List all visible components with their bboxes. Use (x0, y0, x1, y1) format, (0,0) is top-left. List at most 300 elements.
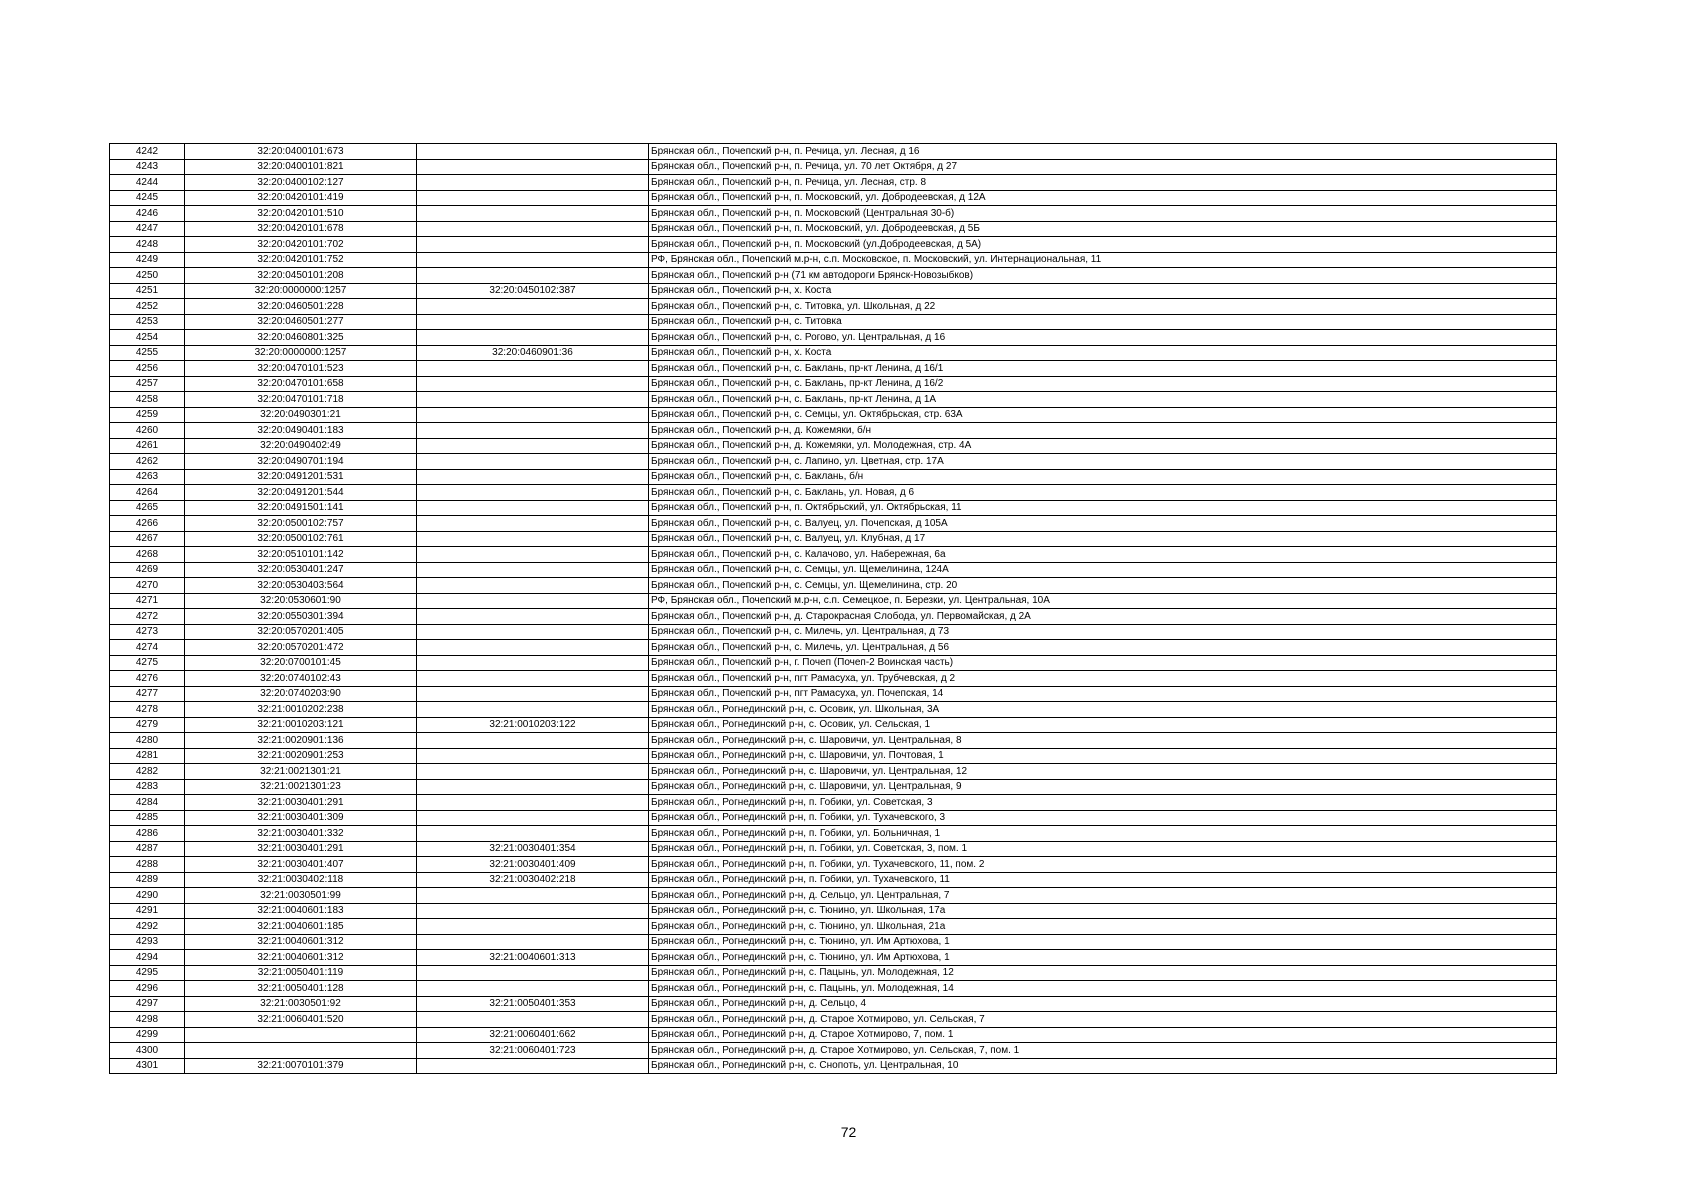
related-cadastral-number-cell (417, 593, 649, 609)
row-number-cell: 4290 (110, 888, 185, 904)
table-row (110, 671, 1557, 687)
cadastral-number-cell: 32:20:0420101:678 (185, 221, 417, 237)
related-cadastral-number-cell (417, 919, 649, 935)
row-number-cell: 4297 (110, 996, 185, 1012)
table-row (110, 686, 1557, 702)
table-row (110, 283, 1557, 299)
cadastral-number-cell: 32:21:0050401:119 (185, 965, 417, 981)
row-number-cell: 4270 (110, 578, 185, 594)
row-number-cell: 4247 (110, 221, 185, 237)
cadastral-number-cell: 32:20:0420101:702 (185, 237, 417, 253)
table-row (110, 841, 1557, 857)
address-cell: Брянская обл., Почепский р-н, п. Московский (Центральная 30-б) (649, 206, 1557, 222)
address-cell: Брянская обл., Рогнединский р-н, с. Пацынь, ул. Молодежная, 12 (649, 965, 1557, 981)
cadastral-number-cell: 32:20:0491201:531 (185, 469, 417, 485)
related-cadastral-number-cell (417, 609, 649, 625)
cadastral-number-cell: 32:20:0400101:821 (185, 159, 417, 175)
related-cadastral-number-cell (417, 252, 649, 268)
address-cell: Брянская обл., Почепский р-н, с. Рогово, ул. Центральная, д 16 (649, 330, 1557, 346)
cadastral-number-cell: 32:21:0030401:291 (185, 795, 417, 811)
page-number: 72 (840, 1124, 857, 1140)
related-cadastral-number-cell (417, 578, 649, 594)
cadastral-number-cell: 32:20:0570201:405 (185, 624, 417, 640)
row-number-cell: 4251 (110, 283, 185, 299)
row-number-cell: 4264 (110, 485, 185, 501)
address-cell: Брянская обл., Почепский р-н, д. Старокрасная Слобода, ул. Первомайская, д 2А (649, 609, 1557, 625)
cadastral-number-cell: 32:21:0010203:121 (185, 717, 417, 733)
address-cell: Брянская обл., Почепский р-н (71 км автодороги Брянск-Новозыбков) (649, 268, 1557, 284)
row-number-cell: 4242 (110, 144, 185, 160)
table-row (110, 190, 1557, 206)
address-cell: Брянская обл., Рогнединский р-н, с. Шаровичи, ул. Центральная, 12 (649, 764, 1557, 780)
cadastral-number-cell: 32:21:0070101:379 (185, 1058, 417, 1074)
table-row (110, 376, 1557, 392)
table-row (110, 981, 1557, 997)
cadastral-number-cell: 32:21:0020901:253 (185, 748, 417, 764)
row-number-cell: 4245 (110, 190, 185, 206)
cadastral-number-cell: 32:21:0030402:118 (185, 872, 417, 888)
table-row (110, 268, 1557, 284)
row-number-cell: 4301 (110, 1058, 185, 1074)
related-cadastral-number-cell (417, 330, 649, 346)
address-cell: Брянская обл., Почепский р-н, с. Семцы, ул. Щемелинина, 124А (649, 562, 1557, 578)
table-row (110, 624, 1557, 640)
table-row (110, 175, 1557, 191)
row-number-cell: 4257 (110, 376, 185, 392)
row-number-cell: 4296 (110, 981, 185, 997)
table-row (110, 950, 1557, 966)
cadastral-number-cell: 32:20:0000000:1257 (185, 283, 417, 299)
related-cadastral-number-cell (417, 175, 649, 191)
address-cell: Брянская обл., Почепский р-н, х. Коста (649, 345, 1557, 361)
row-number-cell: 4286 (110, 826, 185, 842)
address-cell: Брянская обл., Рогнединский р-н, с. Шаровичи, ул. Центральная, 8 (649, 733, 1557, 749)
row-number-cell: 4243 (110, 159, 185, 175)
address-cell: Брянская обл., Почепский р-н, с. Милечь, ул. Центральная, д 73 (649, 624, 1557, 640)
row-number-cell: 4262 (110, 454, 185, 470)
cadastral-number-cell: 32:20:0470101:658 (185, 376, 417, 392)
table-row (110, 206, 1557, 222)
table-row (110, 903, 1557, 919)
cadastral-number-cell: 32:20:0000000:1257 (185, 345, 417, 361)
cadastral-number-cell: 32:21:0030501:92 (185, 996, 417, 1012)
registry-table (109, 143, 1557, 1074)
cadastral-number-cell: 32:21:0030401:309 (185, 810, 417, 826)
cadastral-number-cell: 32:20:0570201:472 (185, 640, 417, 656)
address-cell: Брянская обл., Почепский р-н, с. Титовка, ул. Школьная, д 22 (649, 299, 1557, 315)
related-cadastral-number-cell (417, 562, 649, 578)
address-cell: Брянская обл., Рогнединский р-н, с. Снопоть, ул. Центральная, 10 (649, 1058, 1557, 1074)
related-cadastral-number-cell (417, 903, 649, 919)
address-cell: РФ, Брянская обл., Почепский м.р-н, с.п. Семецкое, п. Березки, ул. Центральная, 10А (649, 593, 1557, 609)
cadastral-number-cell: 32:20:0490401:183 (185, 423, 417, 439)
cadastral-number-cell: 32:20:0530401:247 (185, 562, 417, 578)
table-row (110, 919, 1557, 935)
cadastral-number-cell: 32:20:0460801:325 (185, 330, 417, 346)
address-cell: Брянская обл., Почепский р-н, п. Московский (ул.Добродеевская, д 5А) (649, 237, 1557, 253)
address-cell: Брянская обл., Рогнединский р-н, с. Пацынь, ул. Молодежная, 14 (649, 981, 1557, 997)
table-row (110, 764, 1557, 780)
row-number-cell: 4275 (110, 655, 185, 671)
row-number-cell: 4250 (110, 268, 185, 284)
related-cadastral-number-cell (417, 392, 649, 408)
address-cell: Брянская обл., Почепский р-н, п. Речица, ул. Лесная, д 16 (649, 144, 1557, 160)
address-cell: Брянская обл., Рогнединский р-н, с. Осовик, ул. Сельская, 1 (649, 717, 1557, 733)
cadastral-number-cell: 32:20:0510101:142 (185, 547, 417, 563)
cadastral-number-cell: 32:21:0050401:128 (185, 981, 417, 997)
address-cell: Брянская обл., Рогнединский р-н, с. Осовик, ул. Школьная, 3А (649, 702, 1557, 718)
related-cadastral-number-cell: 32:20:0460901:36 (417, 345, 649, 361)
table-row (110, 159, 1557, 175)
cadastral-number-cell: 32:20:0400102:127 (185, 175, 417, 191)
cadastral-number-cell: 32:21:0030401:332 (185, 826, 417, 842)
related-cadastral-number-cell (417, 934, 649, 950)
row-number-cell: 4269 (110, 562, 185, 578)
table-row (110, 531, 1557, 547)
address-cell: Брянская обл., Рогнединский р-н, п. Гобики, ул. Тухачевского, 3 (649, 810, 1557, 826)
related-cadastral-number-cell (417, 268, 649, 284)
table-row (110, 438, 1557, 454)
cadastral-number-cell: 32:20:0420101:419 (185, 190, 417, 206)
address-cell: Брянская обл., Почепский р-н, с. Милечь, ул. Центральная, д 56 (649, 640, 1557, 656)
related-cadastral-number-cell (417, 438, 649, 454)
related-cadastral-number-cell (417, 206, 649, 222)
row-number-cell: 4300 (110, 1043, 185, 1059)
related-cadastral-number-cell (417, 144, 649, 160)
row-number-cell: 4274 (110, 640, 185, 656)
cadastral-number-cell: 32:21:0021301:23 (185, 779, 417, 795)
related-cadastral-number-cell (417, 748, 649, 764)
cadastral-number-cell: 32:20:0500102:757 (185, 516, 417, 532)
related-cadastral-number-cell (417, 888, 649, 904)
address-cell: Брянская обл., Рогнединский р-н, д. Старое Хотмирово, 7, пом. 1 (649, 1027, 1557, 1043)
row-number-cell: 4277 (110, 686, 185, 702)
address-cell: Брянская обл., Рогнединский р-н, д. Сельцо, ул. Центральная, 7 (649, 888, 1557, 904)
table-row (110, 392, 1557, 408)
table-row (110, 733, 1557, 749)
table-row (110, 299, 1557, 315)
cadastral-number-cell: 32:20:0470101:523 (185, 361, 417, 377)
table-row (110, 810, 1557, 826)
related-cadastral-number-cell (417, 1058, 649, 1074)
related-cadastral-number-cell (417, 361, 649, 377)
related-cadastral-number-cell (417, 423, 649, 439)
cadastral-number-cell: 32:20:0491501:141 (185, 500, 417, 516)
table-row (110, 1027, 1557, 1043)
table-row (110, 702, 1557, 718)
cadastral-number-cell: 32:20:0490301:21 (185, 407, 417, 423)
cadastral-number-cell: 32:20:0460501:277 (185, 314, 417, 330)
address-cell: Брянская обл., Почепский р-н, г. Почеп (Почеп-2 Воинская часть) (649, 655, 1557, 671)
row-number-cell: 4294 (110, 950, 185, 966)
table-row (110, 500, 1557, 516)
address-cell: Брянская обл., Почепский р-н, пгт Рамасуха, ул. Почепская, 14 (649, 686, 1557, 702)
related-cadastral-number-cell: 32:21:0040601:313 (417, 950, 649, 966)
row-number-cell: 4279 (110, 717, 185, 733)
row-number-cell: 4258 (110, 392, 185, 408)
cadastral-number-cell: 32:20:0491201:544 (185, 485, 417, 501)
related-cadastral-number-cell (417, 547, 649, 563)
row-number-cell: 4271 (110, 593, 185, 609)
table-row (110, 237, 1557, 253)
related-cadastral-number-cell (417, 733, 649, 749)
table-row (110, 1043, 1557, 1059)
row-number-cell: 4292 (110, 919, 185, 935)
cadastral-number-cell: 32:21:0020901:136 (185, 733, 417, 749)
row-number-cell: 4280 (110, 733, 185, 749)
related-cadastral-number-cell (417, 159, 649, 175)
address-cell: Брянская обл., Почепский р-н, с. Семцы, ул. Октябрьская, стр. 63А (649, 407, 1557, 423)
address-cell: Брянская обл., Рогнединский р-н, п. Гобики, ул. Тухачевского, 11, пом. 2 (649, 857, 1557, 873)
row-number-cell: 4244 (110, 175, 185, 191)
row-number-cell: 4272 (110, 609, 185, 625)
related-cadastral-number-cell (417, 531, 649, 547)
address-cell: Брянская обл., Рогнединский р-н, п. Гобики, ул. Советская, 3 (649, 795, 1557, 811)
row-number-cell: 4295 (110, 965, 185, 981)
row-number-cell: 4268 (110, 547, 185, 563)
cadastral-number-cell: 32:20:0400101:673 (185, 144, 417, 160)
row-number-cell: 4256 (110, 361, 185, 377)
row-number-cell: 4259 (110, 407, 185, 423)
related-cadastral-number-cell (417, 454, 649, 470)
table-row (110, 593, 1557, 609)
address-cell: Брянская обл., Почепский р-н, с. Валуец, ул. Почепская, д 105А (649, 516, 1557, 532)
address-cell: Брянская обл., Почепский р-н, с. Баклань, пр-кт Ленина, д 16/1 (649, 361, 1557, 377)
address-cell: Брянская обл., Рогнединский р-н, с. Шаровичи, ул. Центральная, 9 (649, 779, 1557, 795)
cadastral-number-cell: 32:20:0700101:45 (185, 655, 417, 671)
address-cell: Брянская обл., Почепский р-н, п. Московский, ул. Добродеевская, д 12А (649, 190, 1557, 206)
row-number-cell: 4298 (110, 1012, 185, 1028)
cadastral-number-cell: 32:20:0530403:564 (185, 578, 417, 594)
address-cell: Брянская обл., Рогнединский р-н, д. Старое Хотмирово, ул. Сельская, 7, пом. 1 (649, 1043, 1557, 1059)
related-cadastral-number-cell (417, 795, 649, 811)
address-cell: Брянская обл., Рогнединский р-н, с. Шаровичи, ул. Почтовая, 1 (649, 748, 1557, 764)
cadastral-number-cell: 32:20:0740203:90 (185, 686, 417, 702)
cadastral-number-cell: 32:20:0530601:90 (185, 593, 417, 609)
table-row (110, 996, 1557, 1012)
cadastral-number-cell: 32:20:0500102:761 (185, 531, 417, 547)
table-row (110, 330, 1557, 346)
row-number-cell: 4276 (110, 671, 185, 687)
address-cell: Брянская обл., Почепский р-н, п. Речица, ул. 70 лет Октября, д 27 (649, 159, 1557, 175)
cadastral-number-cell: 32:20:0460501:228 (185, 299, 417, 315)
related-cadastral-number-cell (417, 779, 649, 795)
row-number-cell: 4293 (110, 934, 185, 950)
table-row (110, 857, 1557, 873)
table-row (110, 516, 1557, 532)
cadastral-number-cell: 32:21:0030401:407 (185, 857, 417, 873)
table-row (110, 423, 1557, 439)
row-number-cell: 4255 (110, 345, 185, 361)
table-row (110, 314, 1557, 330)
cadastral-number-cell: 32:21:0060401:520 (185, 1012, 417, 1028)
related-cadastral-number-cell (417, 516, 649, 532)
cadastral-number-cell: 32:21:0040601:183 (185, 903, 417, 919)
related-cadastral-number-cell (417, 237, 649, 253)
table-row (110, 469, 1557, 485)
cadastral-number-cell: 32:21:0010202:238 (185, 702, 417, 718)
related-cadastral-number-cell (417, 1012, 649, 1028)
address-cell: Брянская обл., Рогнединский р-н, д. Старое Хотмирово, ул. Сельская, 7 (649, 1012, 1557, 1028)
row-number-cell: 4284 (110, 795, 185, 811)
address-cell: РФ, Брянская обл., Почепский м.р-н, с.п. Московское, п. Московский, ул. Интернациональная, 11 (649, 252, 1557, 268)
cadastral-number-cell: 32:20:0490701:194 (185, 454, 417, 470)
address-cell: Брянская обл., Почепский р-н, п. Речица, ул. Лесная, стр. 8 (649, 175, 1557, 191)
row-number-cell: 4261 (110, 438, 185, 454)
address-cell: Брянская обл., Почепский р-н, с. Калачово, ул. Набережная, 6а (649, 547, 1557, 563)
table-row (110, 717, 1557, 733)
related-cadastral-number-cell (417, 640, 649, 656)
cadastral-number-cell: 32:21:0040601:185 (185, 919, 417, 935)
table-row (110, 454, 1557, 470)
related-cadastral-number-cell: 32:21:0060401:723 (417, 1043, 649, 1059)
cadastral-number-cell: 32:20:0470101:718 (185, 392, 417, 408)
table-row (110, 1012, 1557, 1028)
related-cadastral-number-cell (417, 624, 649, 640)
related-cadastral-number-cell: 32:21:0060401:662 (417, 1027, 649, 1043)
cadastral-number-cell: 32:21:0021301:21 (185, 764, 417, 780)
related-cadastral-number-cell (417, 810, 649, 826)
row-number-cell: 4252 (110, 299, 185, 315)
row-number-cell: 4299 (110, 1027, 185, 1043)
table-row (110, 826, 1557, 842)
cadastral-number-cell (185, 1027, 417, 1043)
address-cell: Брянская обл., Почепский р-н, д. Кожемяки, б/н (649, 423, 1557, 439)
table-row (110, 547, 1557, 563)
address-cell: Брянская обл., Почепский р-н, с. Баклань, ул. Новая, д 6 (649, 485, 1557, 501)
related-cadastral-number-cell (417, 764, 649, 780)
table-row (110, 144, 1557, 160)
address-cell: Брянская обл., Почепский р-н, с. Семцы, ул. Щемелинина, стр. 20 (649, 578, 1557, 594)
row-number-cell: 4283 (110, 779, 185, 795)
address-cell: Брянская обл., Почепский р-н, с. Лапино, ул. Цветная, стр. 17А (649, 454, 1557, 470)
table-row (110, 779, 1557, 795)
row-number-cell: 4285 (110, 810, 185, 826)
related-cadastral-number-cell (417, 702, 649, 718)
table-row (110, 562, 1557, 578)
cadastral-number-cell: 32:20:0740102:43 (185, 671, 417, 687)
table-row (110, 361, 1557, 377)
related-cadastral-number-cell: 32:21:0050401:353 (417, 996, 649, 1012)
row-number-cell: 4263 (110, 469, 185, 485)
table-row (110, 252, 1557, 268)
row-number-cell: 4281 (110, 748, 185, 764)
related-cadastral-number-cell (417, 314, 649, 330)
related-cadastral-number-cell (417, 221, 649, 237)
address-cell: Брянская обл., Рогнединский р-н, п. Гобики, ул. Советская, 3, пом. 1 (649, 841, 1557, 857)
cadastral-number-cell: 32:21:0040601:312 (185, 934, 417, 950)
row-number-cell: 4288 (110, 857, 185, 873)
related-cadastral-number-cell (417, 190, 649, 206)
address-cell: Брянская обл., Почепский р-н, с. Валуец, ул. Клубная, д 17 (649, 531, 1557, 547)
registry-table-body (110, 144, 1557, 1074)
row-number-cell: 4291 (110, 903, 185, 919)
cadastral-number-cell (185, 1043, 417, 1059)
cadastral-number-cell: 32:21:0030401:291 (185, 841, 417, 857)
table-row (110, 888, 1557, 904)
row-number-cell: 4254 (110, 330, 185, 346)
related-cadastral-number-cell (417, 826, 649, 842)
table-row (110, 748, 1557, 764)
cadastral-number-cell: 32:20:0420101:752 (185, 252, 417, 268)
address-cell: Брянская обл., Почепский р-н, с. Баклань, пр-кт Ленина, д 16/2 (649, 376, 1557, 392)
table-row (110, 640, 1557, 656)
address-cell: Брянская обл., Рогнединский р-н, с. Тюнино, ул. Школьная, 21а (649, 919, 1557, 935)
row-number-cell: 4273 (110, 624, 185, 640)
table-row (110, 795, 1557, 811)
related-cadastral-number-cell (417, 500, 649, 516)
table-row (110, 485, 1557, 501)
related-cadastral-number-cell (417, 407, 649, 423)
row-number-cell: 4282 (110, 764, 185, 780)
table-row (110, 872, 1557, 888)
row-number-cell: 4266 (110, 516, 185, 532)
related-cadastral-number-cell (417, 686, 649, 702)
address-cell: Брянская обл., Почепский р-н, с. Баклань, б/н (649, 469, 1557, 485)
address-cell: Брянская обл., Почепский р-н, д. Кожемяки, ул. Молодежная, стр. 4А (649, 438, 1557, 454)
table-row (110, 965, 1557, 981)
cadastral-number-cell: 32:20:0420101:510 (185, 206, 417, 222)
row-number-cell: 4249 (110, 252, 185, 268)
row-number-cell: 4265 (110, 500, 185, 516)
related-cadastral-number-cell: 32:21:0030401:409 (417, 857, 649, 873)
table-row (110, 221, 1557, 237)
address-cell: Брянская обл., Рогнединский р-н, д. Сельцо, 4 (649, 996, 1557, 1012)
related-cadastral-number-cell: 32:21:0030401:354 (417, 841, 649, 857)
related-cadastral-number-cell: 32:21:0030402:218 (417, 872, 649, 888)
row-number-cell: 4246 (110, 206, 185, 222)
related-cadastral-number-cell (417, 485, 649, 501)
table-row (110, 578, 1557, 594)
related-cadastral-number-cell (417, 376, 649, 392)
address-cell: Брянская обл., Почепский р-н, с. Титовка (649, 314, 1557, 330)
related-cadastral-number-cell (417, 469, 649, 485)
address-cell: Брянская обл., Почепский р-н, с. Баклань, пр-кт Ленина, д 1А (649, 392, 1557, 408)
address-cell: Брянская обл., Рогнединский р-н, с. Тюнино, ул. Им Артюхова, 1 (649, 950, 1557, 966)
cadastral-number-cell: 32:20:0490402:49 (185, 438, 417, 454)
related-cadastral-number-cell (417, 671, 649, 687)
address-cell: Брянская обл., Рогнединский р-н, с. Тюнино, ул. Школьная, 17а (649, 903, 1557, 919)
cadastral-number-cell: 32:21:0040601:312 (185, 950, 417, 966)
address-cell: Брянская обл., Почепский р-н, п. Октябрьский, ул. Октябрьская, 11 (649, 500, 1557, 516)
address-cell: Брянская обл., Рогнединский р-н, п. Гобики, ул. Больничная, 1 (649, 826, 1557, 842)
row-number-cell: 4267 (110, 531, 185, 547)
related-cadastral-number-cell (417, 655, 649, 671)
table-row (110, 609, 1557, 625)
cadastral-number-cell: 32:20:0550301:394 (185, 609, 417, 625)
address-cell: Брянская обл., Почепский р-н, х. Коста (649, 283, 1557, 299)
related-cadastral-number-cell (417, 299, 649, 315)
row-number-cell: 4260 (110, 423, 185, 439)
table-row (110, 1058, 1557, 1074)
table-row (110, 345, 1557, 361)
row-number-cell: 4248 (110, 237, 185, 253)
table-row (110, 407, 1557, 423)
address-cell: Брянская обл., Почепский р-н, п. Московский, ул. Добродеевская, д 5Б (649, 221, 1557, 237)
related-cadastral-number-cell (417, 981, 649, 997)
row-number-cell: 4253 (110, 314, 185, 330)
address-cell: Брянская обл., Рогнединский р-н, с. Тюнино, ул. Им Артюхова, 1 (649, 934, 1557, 950)
related-cadastral-number-cell: 32:21:0010203:122 (417, 717, 649, 733)
related-cadastral-number-cell: 32:20:0450102:387 (417, 283, 649, 299)
table-row (110, 655, 1557, 671)
table-row (110, 934, 1557, 950)
related-cadastral-number-cell (417, 965, 649, 981)
cadastral-number-cell: 32:21:0030501:99 (185, 888, 417, 904)
row-number-cell: 4287 (110, 841, 185, 857)
address-cell: Брянская обл., Рогнединский р-н, п. Гобики, ул. Тухачевского, 11 (649, 872, 1557, 888)
cadastral-number-cell: 32:20:0450101:208 (185, 268, 417, 284)
